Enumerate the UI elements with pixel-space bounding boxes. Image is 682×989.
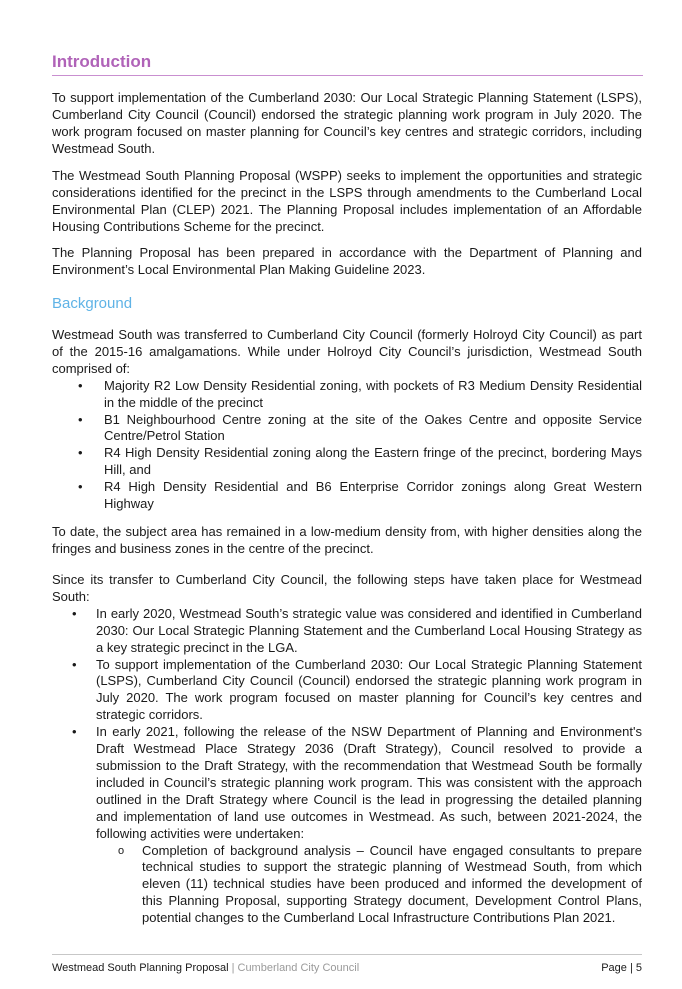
footer-organisation: Cumberland City Council — [237, 962, 360, 974]
list-item: • In early 2020, Westmead South’s strategic value was considered and identified in Cumberland 2030: Our Local Strategic Planning Statement and the Cumberland Local Housing Strategy as a key strategic precinct in the LGA. — [72, 605, 642, 655]
section-subheading: Background — [52, 295, 133, 312]
background-paragraph-3 — [52, 572, 642, 927]
list-item: • R4 High Density Residential and B6 Enterprise Corridor zonings along Great Western Highway — [78, 479, 642, 512]
footer-document-title: Westmead South Planning Proposal — [52, 962, 229, 974]
list-item: • R4 High Density Residential zoning along the Eastern fringe of the precinct, bordering Mays Hill, and — [78, 445, 642, 478]
bullet-icon: • — [72, 656, 77, 672]
background-paragraph-1 — [52, 327, 642, 513]
bullet-icon: • — [72, 605, 77, 621]
sub-bullet-icon: o — [118, 844, 125, 857]
bullet-icon: • — [78, 377, 83, 393]
footer-separator: | — [228, 962, 238, 974]
bullet-icon: • — [78, 479, 83, 495]
paragraph-text: Westmead South was transferred to Cumberland City Council (formerly Holroyd City Council) as part of the 2015-16 amalgamations. While under Holroyd City Council’s jurisdiction, Westmead South comprised of: — [52, 327, 642, 376]
list-item: o Completion of background analysis – Council have engaged consultants to prepare technical studies to support the strategic planning of Westmead South, from which eleven (11) technical studies have been produced and informed the development of this Planning Proposal, supporting Strategy document, Development Control Plans, potential changes to the Cumberland Local Infrastructure Contributions Plan 2021. — [118, 842, 642, 926]
section-heading: Introduction — [52, 52, 643, 76]
paragraph-text: The Planning Proposal has been prepared in accordance with the Department of Planning and Environment’s Local Environmental Plan Making Guideline 2023. — [52, 245, 642, 277]
paragraph-text: To support implementation of the Cumberland 2030: Our Local Strategic Planning Statement (LSPS), Cumberland City Council (Council) endorsed the strategic planning work program in July 2020. The work program focused on master planning for Council’s key centres and strategic corridors, including Westmead South. — [52, 90, 642, 156]
page-footer — [52, 954, 642, 975]
steps-list — [52, 606, 642, 843]
activities-list — [52, 843, 642, 928]
list-item: • In early 2021, following the release of the NSW Department of Planning and Environment's Draft Westmead Place Strategy 2036 (Draft Strategy), Council resolved to provide a submission to the Draft Strategy, with the recommendation that Westmead South be formally included in Council’s strategic planning work program. This was consistent with the approach outlined in the Draft Strategy where Council is the lead in progressing the detailed planning and implementation of land use outcomes in Westmead. As such, between 2021-2024, the following activities were undertaken: — [72, 724, 642, 841]
list-item: • To support implementation of the Cumberland 2030: Our Local Strategic Planning Statement (LSPS), Cumberland City Council (Council) endorsed the strategic planning work program in July 2020. The work program focused on master planning for Council’s key centres and strategic corridors. — [72, 656, 642, 723]
zoning-list — [52, 378, 642, 513]
intro-paragraph-3 — [52, 245, 642, 279]
list-item: • B1 Neighbourhood Centre zoning at the site of the Oakes Centre and opposite Service Centre/Petrol Station — [78, 411, 642, 444]
paragraph-text: To date, the subject area has remained in a low-medium density from, with higher densities along the fringes and business zones in the centre of the precinct. — [52, 524, 642, 556]
bullet-icon: • — [78, 411, 83, 427]
paragraph-text: The Westmead South Planning Proposal (WSPP) seeks to implement the opportunities and strategic considerations identified for the precinct in the LSPS through amendments to the Cumberland Local Environmental Plan (CLEP) 2021. The Planning Proposal includes implementation of an Affordable Housing Contributions Scheme for the precinct. — [52, 168, 642, 234]
list-item: • Majority R2 Low Density Residential zoning, with pockets of R3 Medium Density Residential in the middle of the precinct — [78, 377, 642, 410]
paragraph-text: Since its transfer to Cumberland City Council, the following steps have taken place for Westmead South: — [52, 572, 642, 604]
intro-paragraph-2 — [52, 168, 642, 236]
page-number: Page | 5 — [601, 962, 642, 974]
bullet-icon: • — [78, 445, 83, 461]
background-paragraph-2 — [52, 524, 642, 558]
intro-paragraph-1 — [52, 90, 642, 158]
bullet-icon: • — [72, 724, 77, 740]
